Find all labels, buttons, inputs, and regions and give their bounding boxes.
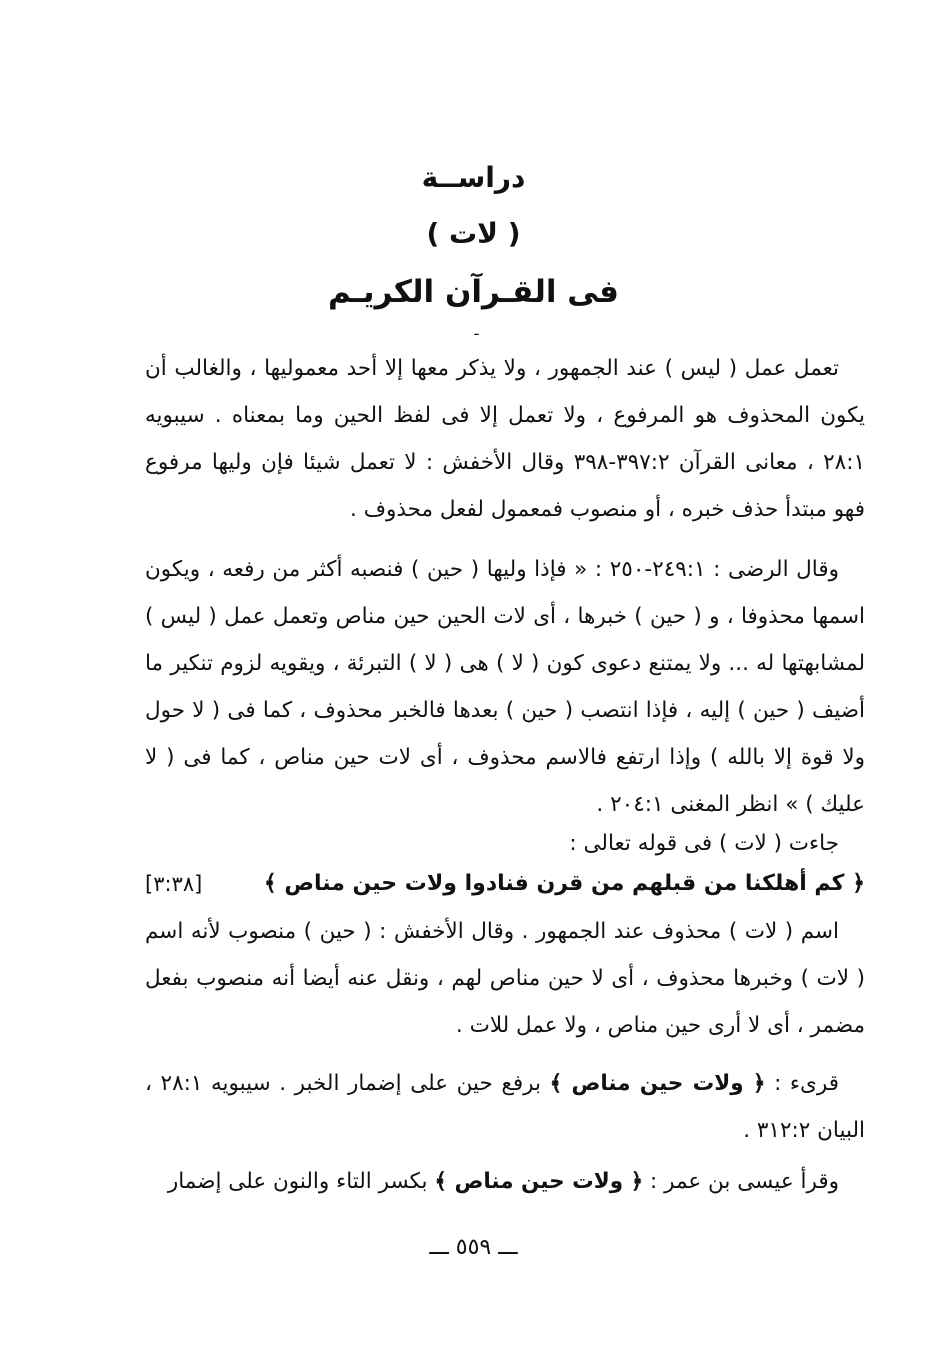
- paragraph-6: [145, 1158, 865, 1205]
- paragraph-3: [145, 820, 865, 867]
- paragraph-text: تعمل عمل ( ليس ) عند الجمهور ، ولا يذكر معها إلا أحد معموليها ، والغالب أن يكون المحذوف هو المرفوع ، ولا تعمل إلا فى لفظ الحين وما بمعناه . سيبويه ٢٨:١ ، معانى القرآن ٣٩٧:٢-٣٩٨ وقال الأخفش : لا تعمل شيئا فإن وليها مرفوع فهو مبتدأ حذف خبره ، أو منصوب فمعمول لفعل محذوف .: [145, 356, 866, 522]
- quoted-verse: ﴿ ولات حين مناص ﴾: [549, 1071, 766, 1096]
- title-ornament: ـ: [474, 323, 479, 339]
- page-number: ـــ ٥٥٩ ـــ: [429, 1235, 518, 1260]
- verse-text: ﴿ كم أهلكنا من قبلهم من قرن فنادوا ولات حين مناص ﴾: [263, 871, 865, 896]
- paragraph-2: [145, 546, 865, 828]
- text-run: بكسر التاء والنون على إضمار: [167, 1169, 435, 1194]
- quoted-verse: ﴿ ولات حين مناص ﴾: [434, 1169, 644, 1194]
- quran-verse: [145, 862, 865, 906]
- verse-reference: [٣:٣٨]: [145, 872, 203, 896]
- title-block: [0, 150, 947, 338]
- paragraph-1: [145, 345, 865, 533]
- title-quran: فى القـرآن الكريـم: [328, 274, 619, 310]
- paragraph-text: [145, 1158, 865, 1205]
- text-run: قرىء :: [765, 1071, 839, 1096]
- text-run: برفع حين على إضمار الخبر . سيبويه ٢٨:١ ، البيان ٣١٢:٢ .: [145, 1071, 865, 1143]
- paragraph-text: جاءت ( لات ) فى قوله تعالى :: [569, 831, 839, 856]
- title-lat: ( لات ): [426, 217, 521, 250]
- paragraph-text: [145, 1060, 865, 1154]
- paragraph-text: وقال الرضى : ٢٤٩:١-٢٥٠ : « فإذا وليها ( حين ) فنصبه أكثر من رفعه ، ويكون اسمها محذوفا ، و ( حين ) خبرها ، أى لات الحين حين مناص وتعمل عمل ( ليس ) لمشابهتها له ... ولا يمتنع دعوى كون ( لا ) هى ( لا ) التبرئة ، ويقويه لزوم تنكير ما أضيف ( حين ) إليه ، فإذا انتصب ( حين ) بعدها فالخبر محذوف ، كما فى ( لا حول ولا قوة إلا بالله ) وإذا ارتفع فالاسم محذوف ، أى لات حين مناص ، كما فى ( لا عليك ) » انظر المغنى ٢٠٤:١ .: [145, 557, 865, 817]
- paragraph-5: [145, 1060, 865, 1154]
- paragraph-4: [145, 908, 865, 1049]
- title-study: دراســة: [421, 161, 526, 194]
- text-run: وقرأ عيسى بن عمر :: [643, 1169, 839, 1194]
- paragraph-text: اسم ( لات ) محذوف عند الجمهور . وقال الأخفش : ( حين ) منصوب لأنه اسم ( لات ) وخبرها محذوف ، أى لا حين مناص لهم ، ونقل عنه أيضا أنه منصوب بفعل مضمر ، أى لا أرى حين مناص ، ولا عمل للات .: [145, 919, 865, 1038]
